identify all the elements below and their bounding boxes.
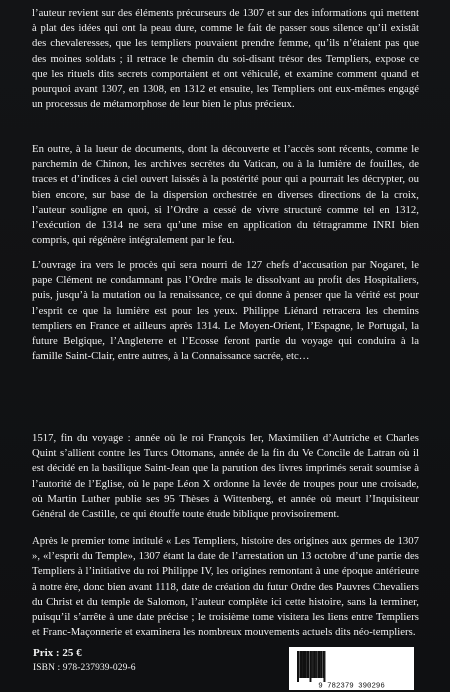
cover-paragraph-4: 1517, fin du voyage : année où le roi François Ier, Maximilien d’Autriche et Charles Quint s’allient contre les Turcs Ottomans, année de la fin du Ve Concile de Latran où il est décidé en la basilique Saint-Jean que la parution des livres imprimés serait soumise à l’autorité de l’Eglise, où le pape Léon X ordonne la levée de troupes pour une croisade, où Martin Luther publie ses 95 Thèses à Wittenberg, et année où meurt l’Inquisiteur Général de Castille, ce qui étouffe toute étude biblique provisoirement. — [32, 432, 419, 521]
price-label: Prix : 25 € — [33, 647, 82, 659]
barcode-bar — [316, 651, 317, 678]
barcode-bar — [313, 651, 314, 678]
barcode-guard-bar — [310, 651, 311, 682]
barcode-number: 9 782379 390296 — [318, 682, 385, 690]
barcode-bar — [299, 651, 300, 678]
barcode-bars — [297, 651, 325, 682]
barcode-bar — [311, 651, 312, 678]
barcode-bar — [321, 651, 322, 678]
barcode-guard-bar — [323, 651, 324, 682]
barcode-graphic — [289, 647, 414, 690]
barcode-bar — [308, 651, 309, 678]
barcode-bar — [305, 651, 306, 678]
barcode-guard-bar — [310, 651, 311, 682]
barcode-guard-bar — [298, 651, 299, 682]
barcode-bar — [302, 651, 303, 678]
barcode — [289, 647, 414, 690]
barcode-bar — [306, 651, 307, 678]
barcode-guard-bar — [324, 651, 325, 682]
barcode-guard-bar — [297, 651, 298, 682]
cover-paragraph-5: Après le premier tome intitulé « Les Templiers, histoire des origines aux germes de 1307 », «l’esprit du Temple», 1307 étant la date de l’arrestation un 13 octobre d’une partie des Templiers à l’initiative du roi Philippe IV, les origines remontant à une époque antérieure à notre ère, donc bien avant 1118, date de création du futur Ordre des Pauvres Chevaliers du Christ et du temple de Salomon, l’auteur complète ici cette histoire, sans la terminer, puisqu’il s’arrête à une date précise ; le troisième tome visitera les liens entre Templiers et Franc-Maçonnerie et examinera les nombreux mouvements actuels dits néo-templiers. — [32, 535, 419, 639]
cover-paragraph-1: l’auteur revient sur des éléments précurseurs de 1307 et sur des informations qui mettent à plat des idées qui ont la peau dure, comme le fait de passer sous silence qu’il existât des chevaleresses, que les templiers pouvaient prendre femme, qu’ils n’étaient pas que des moines soldats ; il retrace le chemin du soi-disant trésor des Templiers, expose ce que les rituels dits secrets comportaient et ont véhiculé, et examine comment quand et pourquoi avant 1307, en 1308, en 1312 et ensuite, les Templiers ont eux-mêmes engagé un processus de métamorphose de leur bien le plus précieux. — [32, 7, 419, 111]
barcode-bar — [315, 651, 316, 678]
cover-paragraph-2: En outre, à la lueur de documents, dont la découverte et l’accès sont récents, comme le parchemin de Chinon, les archives secrètes du Vatican, ou à la lumière de fouilles, de traces et d’indices à ciel ouvert laissés à la postérité pour qui a pourrait les décrypter, ou bien encore, sur base de la dispersion orchestrée en diverses directions de la croix, l’auteur souligne en quoi, si l’Ordre a cessé de vivre structuré comme tel en 1312, l’exécution de 1314 ne sera qu’une mise en application du tétragramme INRI bien compris, qui régénère intégralement par le feu. — [32, 143, 419, 247]
barcode-bar — [320, 651, 321, 678]
isbn-label: ISBN : 978-237939-029-6 — [33, 663, 136, 673]
cover-paragraph-3: L’ouvrage ira vers le procès qui sera nourri de 127 chefs d’accusation par Nogaret, le pape Clément ne condamnant pas l’Ordre mais le dissolvant au profit des Hospitaliers, puis, jusqu’à la mutation ou la renaissance, ce qui donne à penser que la vérité est pour l’esprit ce que la lumière est pour les yeux. Philippe Liénard retracera les chemins templiers en France et ailleurs après 1314. Le Moyen-Orient, l’Espagne, le Portugal, la future Belgique, l’Angleterre et l’Ecosse feront partie du voyage qui conduira à la famille Saint-Clair, entre autres, à la Connaissance sacrée, etc… — [32, 259, 419, 363]
price-and-isbn — [33, 647, 203, 674]
